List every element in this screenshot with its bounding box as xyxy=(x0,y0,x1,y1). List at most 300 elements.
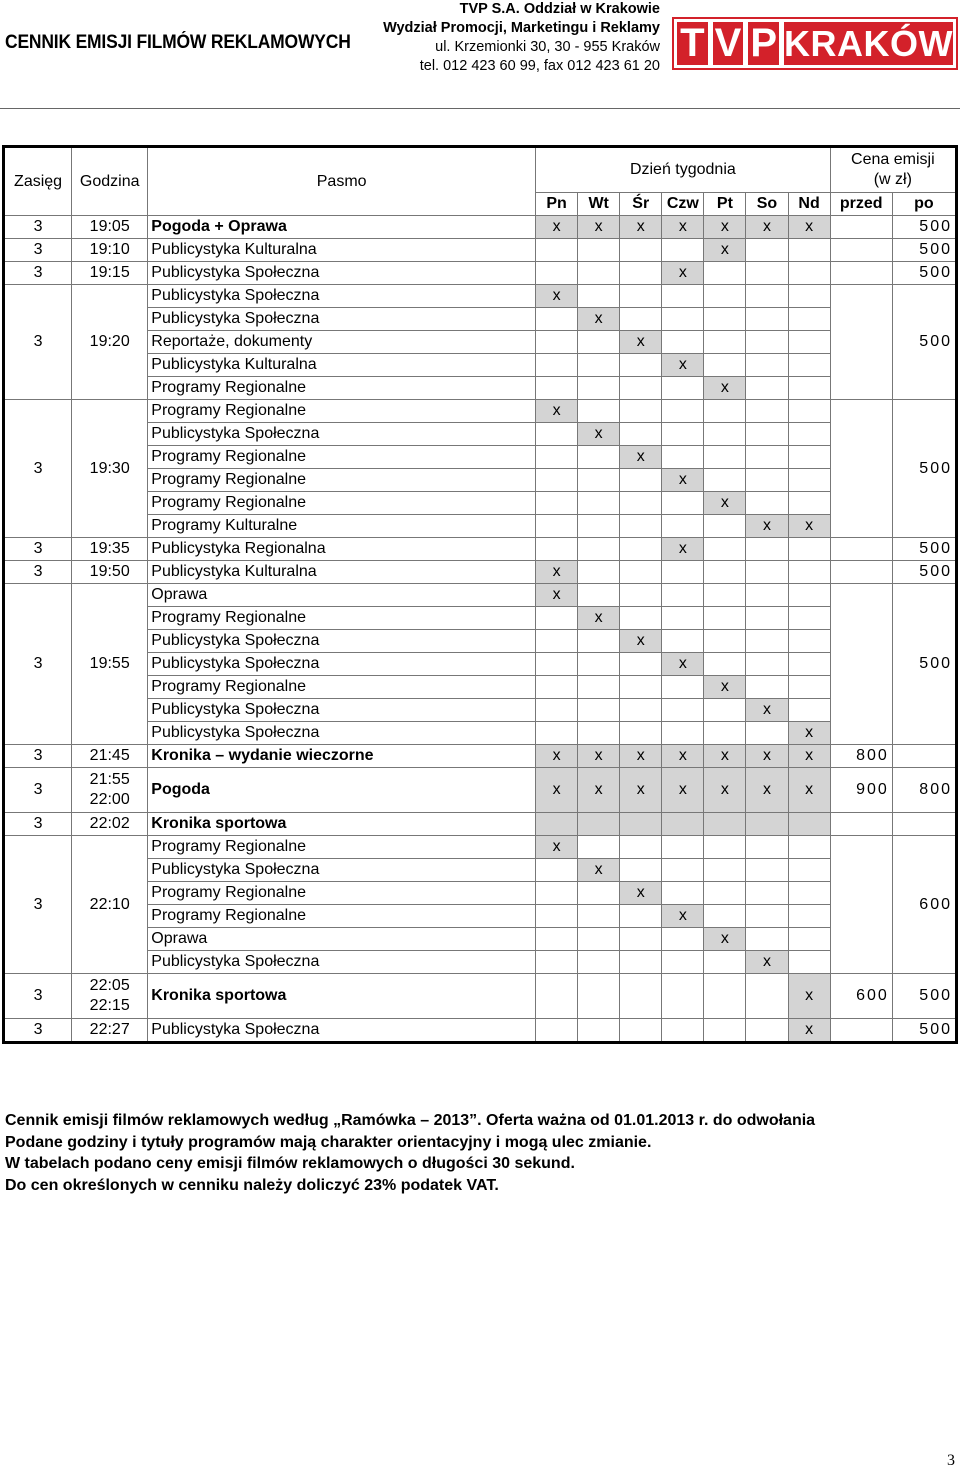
day-cell-Czw xyxy=(662,377,704,400)
day-cell-Czw xyxy=(662,699,704,722)
day-cell-Pn xyxy=(536,607,578,630)
day-cell-Pn xyxy=(536,1019,578,1043)
zasieg-cell: 3 xyxy=(4,974,72,1019)
time-value: 19:50 xyxy=(89,563,130,580)
day-cell-Śr xyxy=(620,400,662,423)
logo-letter-v: V xyxy=(714,21,742,65)
pasmo-cell: Publicystyka Kulturalna xyxy=(148,239,536,262)
godzina-cell xyxy=(72,216,148,239)
day-cell-Śr xyxy=(620,1019,662,1043)
godzina-cell xyxy=(72,239,148,262)
pasmo-cell: Publicystyka Społeczna xyxy=(148,722,536,745)
day-cell-Czw xyxy=(662,607,704,630)
price-po: 500 xyxy=(892,584,956,745)
price-przed xyxy=(830,561,892,584)
day-cell-Pt xyxy=(704,607,746,630)
price-po xyxy=(892,745,956,768)
day-cell-Śr xyxy=(620,607,662,630)
godzina-cell xyxy=(72,1019,148,1043)
day-cell-Nd xyxy=(788,492,830,515)
pasmo-cell: Publicystyka Społeczna xyxy=(148,951,536,974)
pasmo-cell: Publicystyka Społeczna xyxy=(148,262,536,285)
day-cell-Pt xyxy=(704,584,746,607)
pasmo-cell: Oprawa xyxy=(148,928,536,951)
price-po: 500 xyxy=(892,400,956,538)
day-cell-Nd xyxy=(788,331,830,354)
broadcast-mark: x xyxy=(788,974,830,1019)
day-cell-Pn xyxy=(536,630,578,653)
day-cell-Pt xyxy=(704,630,746,653)
day-cell-Nd xyxy=(788,377,830,400)
godzina-cell xyxy=(72,400,148,538)
pasmo-cell: Programy Regionalne xyxy=(148,469,536,492)
price-po: 500 xyxy=(892,262,956,285)
day-cell-So xyxy=(746,722,788,745)
broadcast-mark: x xyxy=(746,745,788,768)
pasmo-cell: Publicystyka Społeczna xyxy=(148,308,536,331)
day-cell-Nd xyxy=(788,905,830,928)
day-cell-Śr xyxy=(620,538,662,561)
day-cell-Śr xyxy=(620,423,662,446)
price-przed: 900 xyxy=(830,768,892,813)
header-godzina: Godzina xyxy=(72,147,148,216)
day-cell-Wt xyxy=(578,354,620,377)
logo-letter-p: P xyxy=(750,21,778,65)
table-row xyxy=(4,538,957,561)
godzina-cell xyxy=(72,584,148,745)
pasmo-cell: Programy Regionalne xyxy=(148,676,536,699)
day-cell-Nd xyxy=(788,262,830,285)
broadcast-mark: x xyxy=(704,745,746,768)
day-cell-Czw xyxy=(662,859,704,882)
time-value: 22:00 xyxy=(89,791,130,808)
godzina-cell xyxy=(72,836,148,974)
godzina-cell xyxy=(72,768,148,813)
pasmo-cell: Publicystyka Społeczna xyxy=(148,859,536,882)
godzina-cell xyxy=(72,285,148,400)
day-cell-So xyxy=(746,905,788,928)
time-value: 19:55 xyxy=(89,655,130,672)
department-name: Wydział Promocji, Marketingu i Reklamy xyxy=(383,20,660,36)
day-header-0: Pn xyxy=(536,193,578,216)
table-row xyxy=(4,216,957,239)
pasmo-cell: Oprawa xyxy=(148,584,536,607)
day-cell-Śr xyxy=(620,905,662,928)
logo-krakow-text: KRAKÓW xyxy=(784,22,953,64)
day-cell-Śr xyxy=(620,492,662,515)
day-cell-Pt xyxy=(704,722,746,745)
zasieg-cell: 3 xyxy=(4,813,72,836)
day-cell-So xyxy=(746,630,788,653)
godzina-cell xyxy=(72,538,148,561)
day-cell-Pt xyxy=(704,951,746,974)
broadcast-mark: x xyxy=(704,492,746,515)
day-cell-Pn xyxy=(536,813,578,836)
day-cell-So xyxy=(746,974,788,1019)
day-cell-Nd xyxy=(788,584,830,607)
time-value: 19:35 xyxy=(89,540,130,557)
day-cell-Pt xyxy=(704,331,746,354)
day-cell-Śr xyxy=(620,584,662,607)
day-cell-So xyxy=(746,239,788,262)
pasmo-cell: Publicystyka Społeczna xyxy=(148,423,536,446)
time-value: 22:10 xyxy=(89,895,130,913)
price-po: 800 xyxy=(892,768,956,813)
table-row xyxy=(4,584,957,607)
logo-letter-t: T xyxy=(677,22,708,65)
price-przed: 600 xyxy=(830,974,892,1019)
day-cell-Nd xyxy=(788,630,830,653)
table-row xyxy=(4,262,957,285)
broadcast-mark: x xyxy=(788,216,830,239)
time-value: 22:02 xyxy=(89,815,130,832)
broadcast-mark: x xyxy=(662,469,704,492)
note-line: W tabelach podano ceny emisji filmów reklamowych o długości 30 sekund. xyxy=(5,1155,575,1172)
header-divider xyxy=(0,108,960,109)
day-cell-Wt xyxy=(578,813,620,836)
day-cell-Nd xyxy=(788,400,830,423)
day-cell-Wt xyxy=(578,400,620,423)
price-po: 500 xyxy=(892,538,956,561)
zasieg-cell: 3 xyxy=(4,239,72,262)
header-zasieg: Zasięg xyxy=(4,147,72,216)
day-cell-Śr xyxy=(620,239,662,262)
day-cell-Śr xyxy=(620,699,662,722)
page-title: CENNIK EMISJI FILMÓW REKLAMOWYCH xyxy=(5,32,351,53)
day-cell-Nd xyxy=(788,859,830,882)
broadcast-mark: x xyxy=(704,768,746,813)
day-cell-Pn xyxy=(536,905,578,928)
header-cena-emisji xyxy=(830,147,956,193)
day-cell-Pt xyxy=(704,423,746,446)
day-cell-Wt xyxy=(578,722,620,745)
day-cell-Czw xyxy=(662,813,704,836)
zasieg-cell: 3 xyxy=(4,400,72,538)
day-cell-Wt xyxy=(578,928,620,951)
day-cell-Nd xyxy=(788,836,830,859)
day-cell-So xyxy=(746,377,788,400)
day-cell-Śr xyxy=(620,974,662,1019)
pasmo-cell: Publicystyka Społeczna xyxy=(148,1019,536,1043)
day-header-4: Pt xyxy=(704,193,746,216)
company-name: TVP S.A. Oddział w Krakowie xyxy=(459,1,660,17)
day-cell-Pt xyxy=(704,699,746,722)
time-value: 19:15 xyxy=(89,264,130,281)
pasmo-cell: Publicystyka Społeczna xyxy=(148,285,536,308)
broadcast-mark: x xyxy=(536,400,578,423)
day-cell-Wt xyxy=(578,584,620,607)
day-cell-Pn xyxy=(536,239,578,262)
day-cell-Śr xyxy=(620,859,662,882)
day-cell-Pt xyxy=(704,905,746,928)
day-cell-Śr xyxy=(620,836,662,859)
day-cell-Śr xyxy=(620,951,662,974)
pasmo-cell: Programy Regionalne xyxy=(148,882,536,905)
price-przed xyxy=(830,813,892,836)
broadcast-mark: x xyxy=(704,676,746,699)
zasieg-cell: 3 xyxy=(4,262,72,285)
tvp-krakow-logo xyxy=(672,17,958,70)
price-przed xyxy=(830,262,892,285)
day-cell-Wt xyxy=(578,1019,620,1043)
day-cell-Pn xyxy=(536,882,578,905)
price-po: 500 xyxy=(892,216,956,239)
broadcast-mark: x xyxy=(662,768,704,813)
day-cell-So xyxy=(746,653,788,676)
day-header-6: Nd xyxy=(788,193,830,216)
day-cell-Pt xyxy=(704,354,746,377)
broadcast-mark: x xyxy=(620,446,662,469)
broadcast-mark: x xyxy=(620,882,662,905)
godzina-cell xyxy=(72,813,148,836)
day-cell-Śr xyxy=(620,561,662,584)
day-cell-Pn xyxy=(536,722,578,745)
day-cell-Czw xyxy=(662,974,704,1019)
day-cell-Śr xyxy=(620,722,662,745)
day-cell-Pt xyxy=(704,285,746,308)
day-cell-Pn xyxy=(536,928,578,951)
pasmo-cell: Programy Regionalne xyxy=(148,836,536,859)
day-header-2: Śr xyxy=(620,193,662,216)
broadcast-mark: x xyxy=(746,515,788,538)
zasieg-cell: 3 xyxy=(4,216,72,239)
broadcast-mark: x xyxy=(746,951,788,974)
header-przed: przed xyxy=(830,193,892,216)
day-cell-Czw xyxy=(662,308,704,331)
day-cell-Pt xyxy=(704,974,746,1019)
zasieg-cell: 3 xyxy=(4,745,72,768)
day-cell-Pt xyxy=(704,262,746,285)
day-cell-Wt xyxy=(578,653,620,676)
day-cell-Czw xyxy=(662,515,704,538)
broadcast-mark: x xyxy=(662,538,704,561)
day-cell-Nd xyxy=(788,354,830,377)
pasmo-cell: Reportaże, dokumenty xyxy=(148,331,536,354)
day-header-5: So xyxy=(746,193,788,216)
day-cell-Czw xyxy=(662,239,704,262)
price-przed xyxy=(830,1019,892,1043)
day-cell-Wt xyxy=(578,905,620,928)
price-przed xyxy=(830,285,892,400)
header-cena-unit: (w zł) xyxy=(873,171,912,188)
day-cell-Wt xyxy=(578,676,620,699)
day-cell-So xyxy=(746,469,788,492)
day-cell-Wt xyxy=(578,836,620,859)
pasmo-cell: Programy Regionalne xyxy=(148,905,536,928)
pasmo-cell: Publicystyka Społeczna xyxy=(148,699,536,722)
price-przed xyxy=(830,239,892,262)
day-cell-Pt xyxy=(704,561,746,584)
table-row xyxy=(4,400,957,423)
day-cell-So xyxy=(746,813,788,836)
day-cell-Pn xyxy=(536,446,578,469)
day-cell-Śr xyxy=(620,813,662,836)
day-cell-Pn xyxy=(536,974,578,1019)
broadcast-mark: x xyxy=(536,836,578,859)
day-cell-Pn xyxy=(536,469,578,492)
time-value: 21:55 xyxy=(89,771,130,788)
day-cell-Pt xyxy=(704,836,746,859)
day-cell-Pt xyxy=(704,469,746,492)
company-address-block xyxy=(383,0,660,76)
day-cell-Nd xyxy=(788,423,830,446)
price-po: 500 xyxy=(892,285,956,400)
broadcast-mark: x xyxy=(662,354,704,377)
broadcast-mark: x xyxy=(578,423,620,446)
day-cell-Śr xyxy=(620,469,662,492)
day-cell-Czw xyxy=(662,423,704,446)
broadcast-mark: x xyxy=(620,745,662,768)
day-cell-Śr xyxy=(620,354,662,377)
broadcast-mark: x xyxy=(578,607,620,630)
price-po xyxy=(892,813,956,836)
day-cell-Pn xyxy=(536,308,578,331)
day-cell-Wt xyxy=(578,285,620,308)
broadcast-mark: x xyxy=(578,308,620,331)
day-cell-Nd xyxy=(788,928,830,951)
day-cell-Pn xyxy=(536,515,578,538)
day-cell-So xyxy=(746,423,788,446)
day-cell-Pt xyxy=(704,859,746,882)
price-przed xyxy=(830,400,892,538)
day-cell-So xyxy=(746,262,788,285)
pasmo-cell: Programy Regionalne xyxy=(148,377,536,400)
day-cell-Śr xyxy=(620,653,662,676)
day-cell-Wt xyxy=(578,377,620,400)
day-cell-Wt xyxy=(578,239,620,262)
day-cell-Pt xyxy=(704,446,746,469)
day-cell-Pn xyxy=(536,377,578,400)
day-cell-Wt xyxy=(578,446,620,469)
day-cell-Wt xyxy=(578,469,620,492)
zasieg-cell: 3 xyxy=(4,1019,72,1043)
price-przed xyxy=(830,836,892,974)
day-cell-Pt xyxy=(704,882,746,905)
zasieg-cell: 3 xyxy=(4,285,72,400)
day-cell-Wt xyxy=(578,882,620,905)
pasmo-cell: Programy Regionalne xyxy=(148,492,536,515)
day-cell-So xyxy=(746,492,788,515)
day-cell-Czw xyxy=(662,285,704,308)
day-cell-Pn xyxy=(536,354,578,377)
day-cell-Czw xyxy=(662,951,704,974)
broadcast-mark: x xyxy=(578,859,620,882)
day-cell-Czw xyxy=(662,446,704,469)
pasmo-cell: Publicystyka Społeczna xyxy=(148,630,536,653)
price-po: 500 xyxy=(892,561,956,584)
day-cell-Czw xyxy=(662,836,704,859)
table-row xyxy=(4,745,957,768)
day-cell-So xyxy=(746,584,788,607)
godzina-cell xyxy=(72,561,148,584)
broadcast-mark: x xyxy=(746,216,788,239)
day-cell-So xyxy=(746,882,788,905)
day-cell-Czw xyxy=(662,882,704,905)
broadcast-mark: x xyxy=(578,768,620,813)
price-po: 500 xyxy=(892,974,956,1019)
price-przed xyxy=(830,538,892,561)
day-cell-Pn xyxy=(536,699,578,722)
pasmo-cell: Programy Regionalne xyxy=(148,446,536,469)
time-value: 19:20 xyxy=(89,333,130,350)
phone-line: tel. 012 423 60 99, fax 012 423 61 20 xyxy=(419,58,660,74)
note-line: Cennik emisji filmów reklamowych według „Ramówka – 2013”. Oferta ważna od 01.01.2013 r. do odwołania xyxy=(5,1112,816,1129)
day-cell-Wt xyxy=(578,492,620,515)
day-cell-Nd xyxy=(788,699,830,722)
day-cell-Czw xyxy=(662,630,704,653)
broadcast-mark: x xyxy=(704,239,746,262)
time-value: 22:15 xyxy=(89,997,130,1014)
header-row xyxy=(4,147,957,193)
pasmo-cell: Kronika – wydanie wieczorne xyxy=(148,745,536,768)
table-row xyxy=(4,285,957,308)
broadcast-mark: x xyxy=(704,216,746,239)
broadcast-mark: x xyxy=(578,745,620,768)
day-cell-So xyxy=(746,308,788,331)
day-cell-Pn xyxy=(536,676,578,699)
day-cell-Pn xyxy=(536,262,578,285)
day-cell-Wt xyxy=(578,630,620,653)
day-header-3: Czw xyxy=(662,193,704,216)
time-value: 19:10 xyxy=(89,241,130,258)
broadcast-mark: x xyxy=(536,745,578,768)
time-value: 22:05 xyxy=(89,977,130,994)
godzina-cell xyxy=(72,262,148,285)
day-cell-Nd xyxy=(788,813,830,836)
zasieg-cell: 3 xyxy=(4,561,72,584)
price-przed xyxy=(830,584,892,745)
day-cell-Nd xyxy=(788,676,830,699)
header-cena-label: Cena emisji xyxy=(851,151,935,168)
pasmo-cell: Kronika sportowa xyxy=(148,813,536,836)
day-cell-Nd xyxy=(788,469,830,492)
day-cell-Czw xyxy=(662,561,704,584)
broadcast-mark: x xyxy=(620,331,662,354)
pasmo-cell: Pogoda xyxy=(148,768,536,813)
day-cell-So xyxy=(746,859,788,882)
broadcast-mark: x xyxy=(788,745,830,768)
day-cell-So xyxy=(746,836,788,859)
broadcast-mark: x xyxy=(662,905,704,928)
table-row xyxy=(4,813,957,836)
table-row xyxy=(4,768,957,813)
broadcast-mark: x xyxy=(536,768,578,813)
price-po: 500 xyxy=(892,239,956,262)
day-cell-Wt xyxy=(578,699,620,722)
price-po: 500 xyxy=(892,1019,956,1043)
broadcast-mark: x xyxy=(704,928,746,951)
day-cell-Wt xyxy=(578,515,620,538)
header-pasmo: Pasmo xyxy=(148,147,536,216)
day-cell-Śr xyxy=(620,377,662,400)
day-cell-Nd xyxy=(788,607,830,630)
day-cell-Pn xyxy=(536,538,578,561)
broadcast-mark: x xyxy=(788,722,830,745)
broadcast-mark: x xyxy=(788,515,830,538)
broadcast-mark: x xyxy=(746,768,788,813)
day-cell-Śr xyxy=(620,285,662,308)
pasmo-cell: Programy Regionalne xyxy=(148,400,536,423)
day-cell-Nd xyxy=(788,446,830,469)
godzina-cell xyxy=(72,745,148,768)
notes-block xyxy=(5,1110,815,1196)
day-cell-Wt xyxy=(578,538,620,561)
day-cell-Pt xyxy=(704,515,746,538)
price-przed xyxy=(830,216,892,239)
broadcast-mark: x xyxy=(788,768,830,813)
broadcast-mark: x xyxy=(536,584,578,607)
zasieg-cell: 3 xyxy=(4,538,72,561)
